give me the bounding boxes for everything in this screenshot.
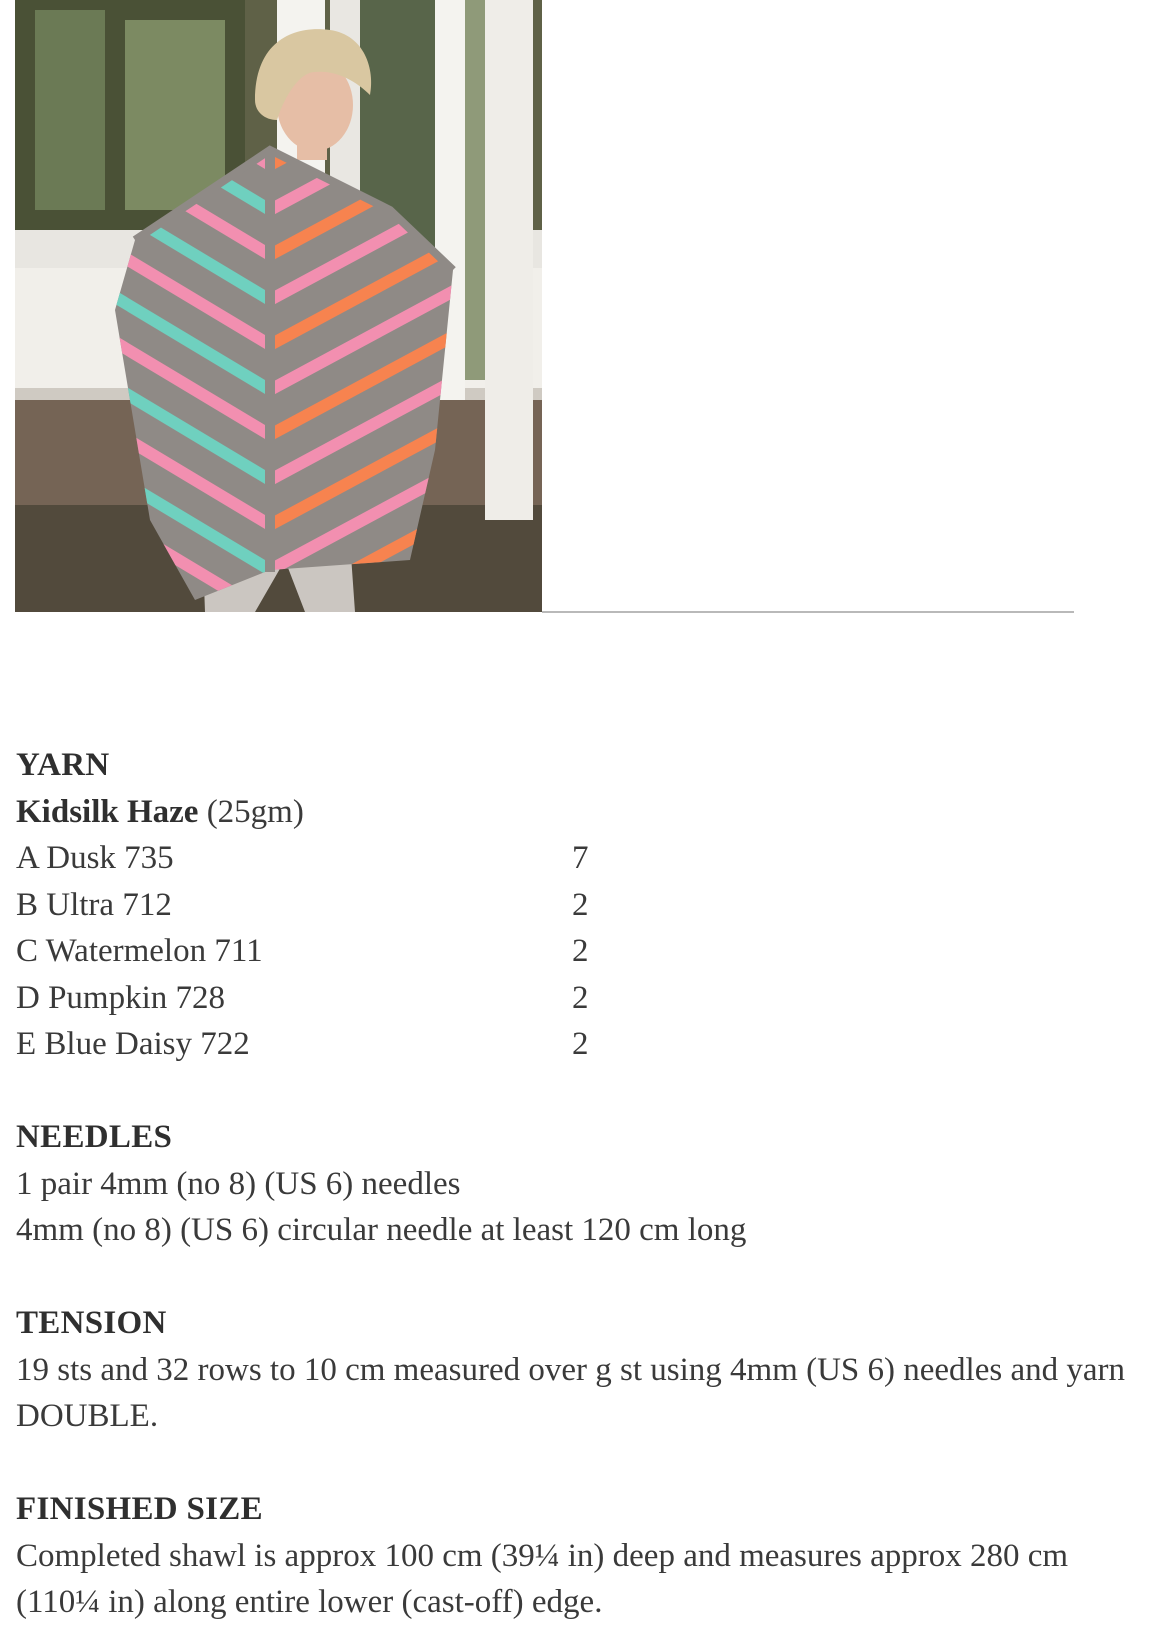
yarn-color-label: C Watermelon 711	[16, 933, 263, 969]
needles-section	[16, 1114, 1136, 1254]
pattern-details	[16, 742, 1136, 1626]
spacer	[16, 1068, 1136, 1115]
yarn-color-qty: 2	[572, 1026, 589, 1062]
yarn-color-row	[16, 882, 1136, 929]
yarn-weight: (25gm)	[206, 793, 304, 830]
shawl-photo	[15, 0, 542, 612]
tension-heading: TENSION	[16, 1305, 167, 1341]
yarn-color-label: D Pumpkin 728	[16, 979, 226, 1016]
yarn-color-row	[16, 835, 1136, 882]
needles-heading: NEEDLES	[16, 1119, 173, 1155]
needles-line: 4mm (no 8) (US 6) circular needle at least 120 cm long	[16, 1212, 747, 1248]
tension-text: 19 sts and 32 rows to 10 cm measured over g st using 4mm (US 6) needles and yarn DOUBLE.	[16, 1351, 1125, 1434]
yarn-color-qty: 7	[572, 840, 589, 876]
yarn-heading: YARN	[16, 747, 110, 783]
yarn-color-row	[16, 975, 1136, 1022]
divider-line	[542, 611, 1074, 613]
yarn-color-label: B Ultra 712	[16, 886, 172, 923]
finished-size-section	[16, 1486, 1136, 1626]
spacer	[16, 1440, 1136, 1487]
needles-line: 1 pair 4mm (no 8) (US 6) needles	[16, 1165, 461, 1202]
yarn-color-row	[16, 1021, 1136, 1068]
yarn-name: Kidsilk Haze	[16, 793, 199, 830]
tension-section	[16, 1300, 1136, 1440]
yarn-color-row	[16, 928, 1136, 975]
finished-size-heading: FINISHED SIZE	[16, 1491, 263, 1527]
yarn-section	[16, 742, 1136, 1068]
yarn-type	[16, 789, 1136, 836]
spacer	[16, 1254, 1136, 1301]
finished-size-text: Completed shawl is approx 100 cm (39¼ in) deep and measures approx 280 cm (110¼ in) along entire lower (cast-off) edge.	[16, 1537, 1069, 1620]
yarn-color-label: A Dusk 735	[16, 840, 174, 876]
yarn-color-qty: 2	[572, 979, 589, 1016]
yarn-color-qty: 2	[572, 886, 589, 923]
yarn-color-label: E Blue Daisy 722	[16, 1026, 250, 1062]
yarn-color-qty: 2	[572, 933, 589, 969]
